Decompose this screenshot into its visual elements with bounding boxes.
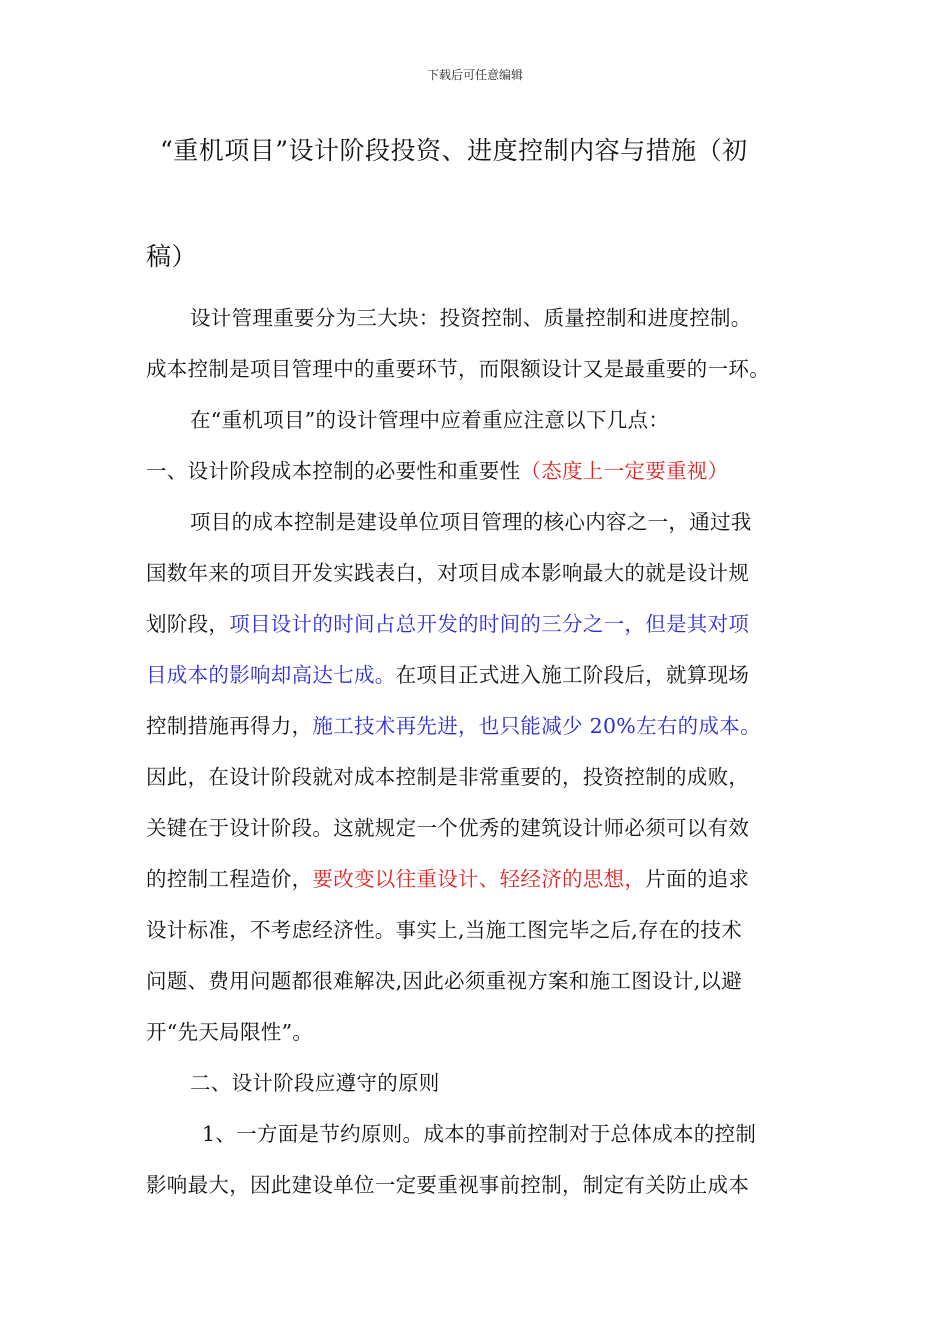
section-heading-text: 一、设计阶段成本控制的必要性和重要性 <box>146 459 521 483</box>
document-title-line-2: 稿） <box>146 242 198 271</box>
paragraph-line: 关键在于设计阶段。这就规定一个优秀的建筑设计师必须可以有效 <box>146 816 750 840</box>
section-heading-2: 二、设计阶段应遵守的原则 <box>190 1071 440 1095</box>
text-span: 在项目正式进入施工阶段后，就算现场 <box>395 663 750 687</box>
page-header-note: 下载后可任意编辑 <box>426 68 523 82</box>
paragraph-line <box>146 854 749 905</box>
document-title-line-1: “重机项目”设计阶段投资、进度控制内容与措施（初 <box>160 136 748 165</box>
section-heading-note: （态度上一定要重视） <box>520 459 729 483</box>
highlight-blue: 项目设计的时间占总开发的时间的三分之一，但是其对项 <box>229 612 750 636</box>
paragraph-line: 问题、费用问题都很难解决,因此必须重视方案和施工图设计,以避 <box>146 969 743 993</box>
paragraph-line: 设计标准，不考虑经济性。事实上,当施工图完毕之后,存在的技术 <box>146 918 743 942</box>
paragraph-line <box>146 701 761 752</box>
paragraph-line: 1、一方面是节约原则。成本的事前控制对于总体成本的控制 <box>202 1122 757 1146</box>
paragraph-line: 设计管理重要分为三大块：投资控制、质量控制和进度控制。 <box>190 306 752 330</box>
paragraph-line: 开“先天局限性”。 <box>146 1020 314 1044</box>
highlight-blue: 目成本的影响却高达七成。 <box>146 663 396 687</box>
paragraph-line: 项目的成本控制是建设单位项目管理的核心内容之一，通过我 <box>190 510 752 534</box>
text-span: 划阶段， <box>146 612 230 636</box>
text-span: 片面的追求 <box>645 867 750 891</box>
paragraph-line: 在“重机项目”的设计管理中应着重应注意以下几点： <box>190 408 670 432</box>
paragraph-line: 成本控制是项目管理中的重要环节，而限额设计又是最重要的一环。 <box>146 357 770 381</box>
paragraph-line <box>146 650 749 701</box>
paragraph-line <box>146 599 749 650</box>
text-span: 的控制工程造价， <box>146 867 313 891</box>
paragraph-line: 国数年来的项目开发实践表白，对项目成本影响最大的就是设计规 <box>146 561 750 585</box>
highlight-blue: 施工技术再先进，也只能减少 20%左右的成本。 <box>312 714 761 738</box>
paragraph-line: 影响最大，因此建设单位一定要重视事前控制，制定有关防止成本 <box>146 1173 750 1197</box>
text-span: 控制措施再得力， <box>146 714 313 738</box>
section-heading-1 <box>146 446 728 497</box>
paragraph-line: 因此，在设计阶段就对成本控制是非常重要的，投资控制的成败， <box>146 765 750 789</box>
highlight-red: 要改变以往重设计、轻经济的思想， <box>312 867 646 891</box>
